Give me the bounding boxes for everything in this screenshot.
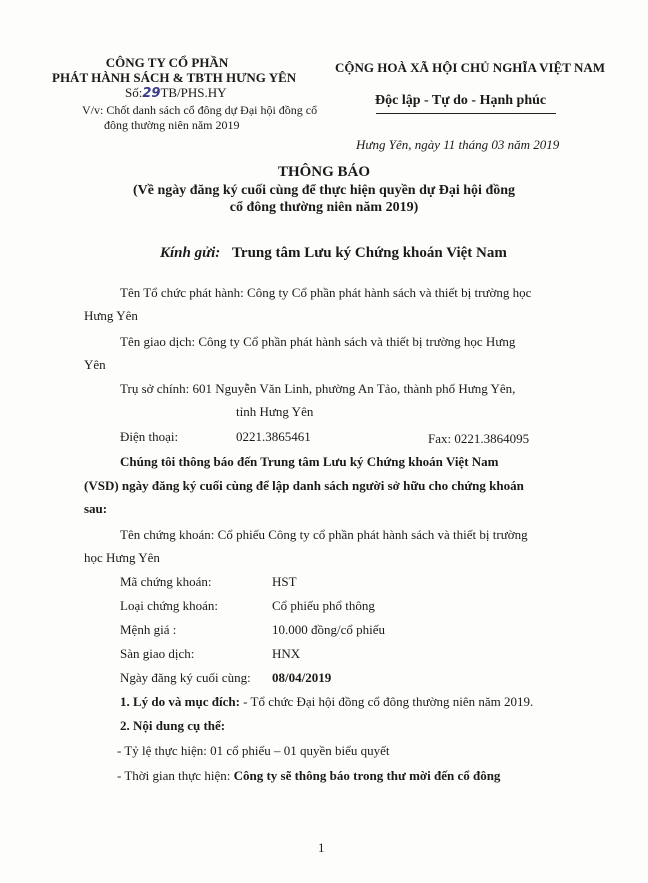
national-motto: Độc lập - Tự do - Hạnh phúc — [375, 93, 547, 108]
field-label-par: Mệnh giá : — [120, 622, 177, 637]
place-date: Hưng Yên, ngày 11 tháng 03 năm 2019 — [356, 137, 560, 152]
section1-text: - Tổ chức Đại hội đồng cổ đông thường niên năm 2019. — [243, 694, 534, 709]
section1 — [120, 694, 533, 710]
phone-label: Điện thoại: — [120, 429, 179, 444]
national-title: CỘNG HOÀ XÃ HỘI CHỦ NGHĨA VIỆT NAM — [335, 60, 606, 75]
trade-name-line1: Tên giao dịch: Công ty Cổ phần phát hành sách và thiết bị trường học Hưng — [120, 334, 516, 349]
field-value-exchange: HNX — [272, 646, 301, 661]
section2-time-label: - Thời gian thực hiện: — [117, 768, 231, 783]
recipient-value: Trung tâm Lưu ký Chứng khoán Việt Nam — [232, 245, 507, 261]
doc-no-suffix: TB/PHS.HY — [160, 85, 227, 100]
field-label-exchange: Sàn giao dịch: — [120, 646, 195, 661]
headquarters-line2: tỉnh Hưng Yên — [236, 404, 314, 419]
field-value-type: Cổ phiếu phổ thông — [272, 598, 375, 613]
title-sub-line2: cổ đông thường niên năm 2019) — [229, 200, 419, 215]
section2-time-value: Công ty sẽ thông báo trong thư mời đến cổ đông — [233, 768, 501, 783]
field-label-record-date: Ngày đăng ký cuối cùng: — [120, 670, 251, 685]
recipient — [160, 245, 507, 262]
subject-line2: đông thường niên năm 2019 — [104, 118, 240, 132]
document-number — [125, 85, 227, 101]
doc-no-handwritten: 29 — [142, 86, 161, 101]
company-name-line1: CÔNG TY CỔ PHẦN — [105, 55, 229, 70]
phone-value: 0221.3865461 — [236, 429, 311, 444]
issuer-line2: Hưng Yên — [84, 308, 138, 323]
page-title: THÔNG BÁO — [277, 164, 371, 180]
security-name-line2: học Hưng Yên — [84, 550, 160, 565]
motto-underline — [376, 113, 556, 114]
issuer-line1: Tên Tổ chức phát hành: Công ty Cổ phần phát hành sách và thiết bị trường học — [120, 285, 532, 300]
field-value-record-date: 08/04/2019 — [272, 670, 332, 685]
title-sub-line1: (Về ngày đăng ký cuối cùng để thực hiện quyền dự Đại hội đồng — [132, 183, 516, 198]
headquarters-line1: Trụ sở chính: 601 Nguyễn Văn Linh, phường An Tảo, thành phố Hưng Yên, — [120, 381, 516, 396]
field-label-type: Loại chứng khoán: — [120, 598, 219, 613]
notice-line1: Chúng tôi thông báo đến Trung tâm Lưu ký Chứng khoán Việt Nam — [120, 454, 499, 469]
notice-line2: (VSD) ngày đăng ký cuối cùng để lập danh sách người sở hữu cho chứng khoán — [84, 478, 524, 493]
fax: Fax: 0221.3864095 — [428, 431, 530, 446]
company-name-line2: PHÁT HÀNH SÁCH & TBTH HƯNG YÊN — [52, 70, 297, 85]
trade-name-line2: Yên — [84, 357, 106, 372]
page-number: 1 — [318, 840, 325, 855]
section2-ratio: - Tỷ lệ thực hiện: 01 cổ phiếu – 01 quyền biểu quyết — [117, 743, 390, 758]
subject-line1: V/v: Chốt danh sách cổ đông dự Đại hội đồng cổ — [82, 103, 318, 117]
section2-time — [117, 768, 500, 784]
field-label-code: Mã chứng khoán: — [120, 574, 212, 589]
field-value-code: HST — [272, 574, 297, 589]
security-name-line1: Tên chứng khoán: Cổ phiếu Công ty cổ phần phát hành sách và thiết bị trường — [120, 527, 528, 542]
section1-heading: 1. Lý do và mục đích: — [120, 694, 240, 709]
recipient-label: Kính gửi: — [160, 245, 221, 261]
notice-line3: sau: — [84, 501, 108, 516]
doc-no-prefix: Số: — [125, 85, 143, 100]
section2-heading: 2. Nội dung cụ thể: — [120, 718, 226, 733]
field-value-par: 10.000 đồng/cổ phiếu — [272, 622, 386, 637]
